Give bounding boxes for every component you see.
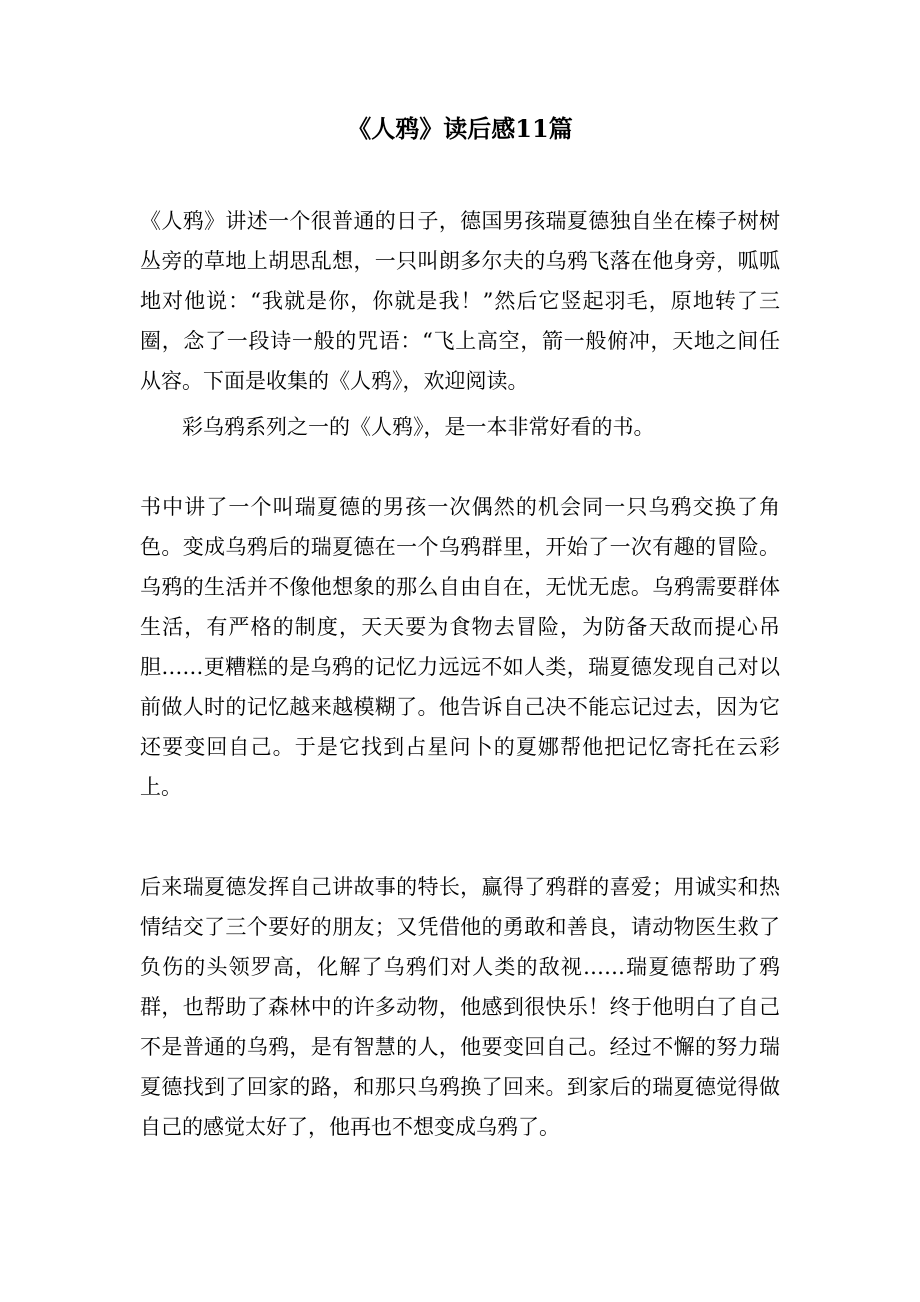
paragraph-intro: 《人鸦》讲述一个很普通的日子，德国男孩瑞夏德独自坐在榛子树树丛旁的草地上胡思乱想，一只叫朗多尔夫的乌鸦飞落在他身旁，呱呱地对他说：“我就是你，你就是我！”然后它竖起羽毛，原地转了三圈，念了一段诗一般的咒语：“飞上高空，箭一般俯冲，天地之间任从容。下面是收集的《人鸦》，欢迎阅读。: [140, 209, 780, 393]
paragraph-story-ending: 后来瑞夏德发挥自己讲故事的特长，赢得了鸦群的喜爱；用诚实和热情结交了三个要好的朋友；又凭借他的勇敢和善良，请动物医生救了负伤的头领罗高，化解了乌鸦们对人类的敌视……瑞夏德帮助了鸦群，也帮助了森林中的许多动物，他感到很快乐！终于他明白了自己不是普通的乌鸦，是有智慧的人，他要变回自己。经过不懈的努力瑞夏德找到了回家的路，和那只乌鸦换了回来。到家后的瑞夏德觉得做自己的感觉太好了，他再也不想变成乌鸦了。: [140, 875, 780, 1139]
paragraph-story-summary: 书中讲了一个叫瑞夏德的男孩一次偶然的机会同一只乌鸦交换了角色。变成乌鸦后的瑞夏德在一个乌鸦群里，开始了一次有趣的冒险。乌鸦的生活并不像他想象的那么自由自在，无忧无虑。乌鸦需要群体生活，有严格的制度，天天要为食物去冒险，为防备天敌而提心吊胆……更糟糕的是乌鸦的记忆力远远不如人类，瑞夏德发现自己对以前做人时的记忆越来越模糊了。他告诉自己决不能忘记过去，因为它还要变回自己。于是它找到占星问卜的夏娜帮他把记忆寄托在云彩上。: [140, 495, 780, 799]
document-title: 《人鸦》读后感11篇: [347, 114, 573, 143]
paragraph-lead: 彩乌鸦系列之一的《人鸦》，是一本非常好看的书。: [182, 415, 655, 439]
